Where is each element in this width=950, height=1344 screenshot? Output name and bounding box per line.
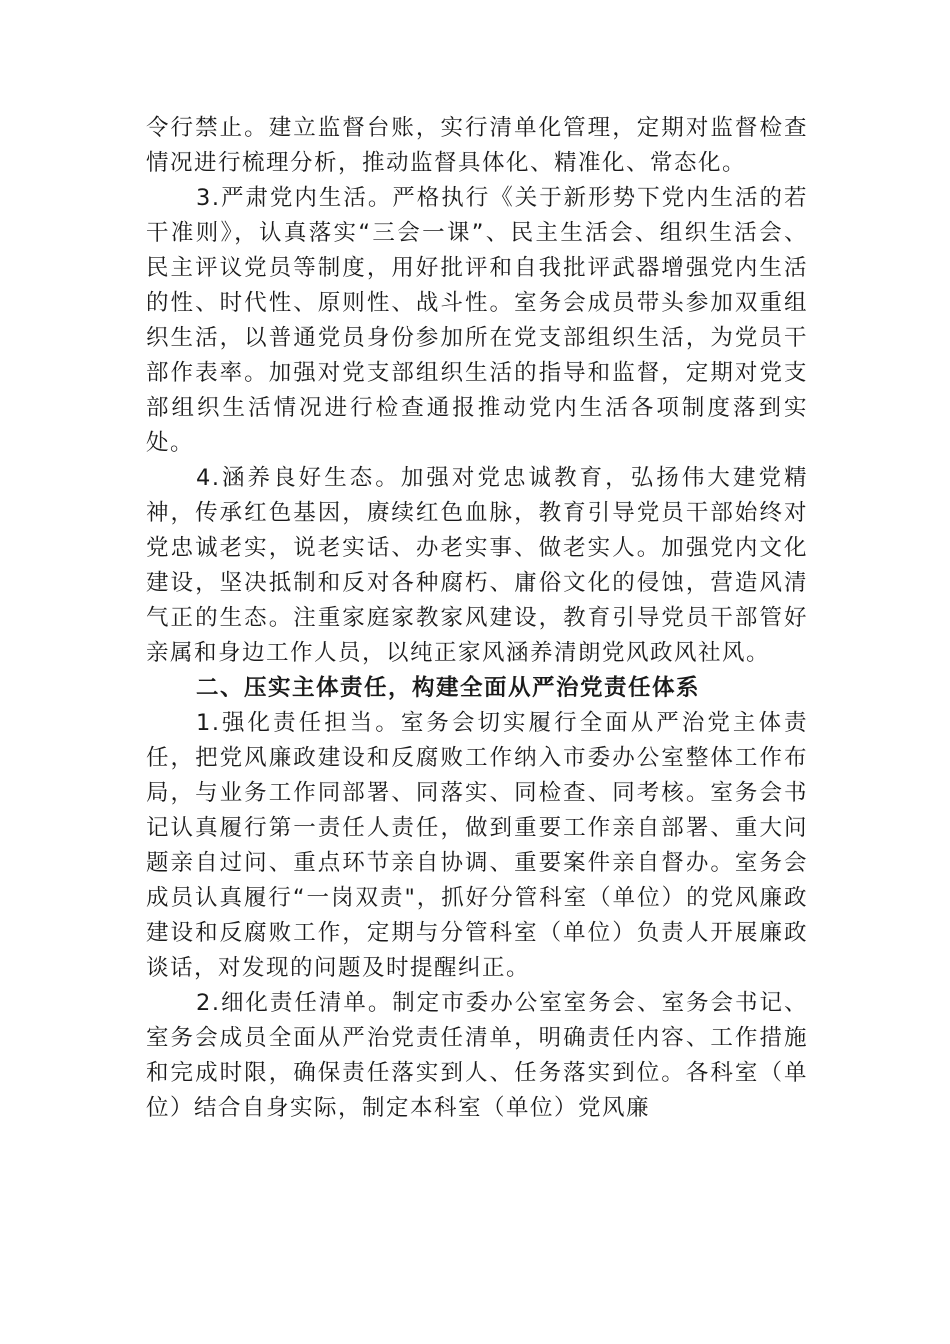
document-body	[146, 111, 808, 1126]
paragraph-supervision-continued: 令行禁止。建立监督台账，实行清单化管理，定期对监督检查情况进行梳理分析，推动监督具体化、精准化、常态化。	[146, 115, 808, 176]
section-heading-responsibility: 二、压实主体责任，构建全面从严治党责任体系	[196, 675, 701, 701]
paragraph-strengthen-responsibility: 1.强化责任担当。室务会切实履行全面从严治党主体责任，把党风廉政建设和反腐败工作纳入市委办公室整体工作布局，与业务工作同部署、同落实、同检查、同考核。室务会书记认真履行第一责任人责任，做到重要工作亲自部署、重大问题亲自过问、重点环节亲自协调、重要案件亲自督办。室务会成员认真履行“一岗双责"，抓好分管科室（单位）的党风廉政建设和反腐败工作，定期与分管科室（单位）负责人开展廉政谈话，对发现的问题及时提醒纠正。	[146, 710, 808, 981]
paragraph-party-life: 3.严肃党内生活。严格执行《关于新形势下党内生活的若干准则》，认真落实“三会一课”、民主生活会、组织生活会、民主评议党员等制度，用好批评和自我批评武器增强党内生活的性、时代性、原则性、战斗性。室务会成员带头参加双重组织生活，以普通党员身份参加所在党支部组织生活，为党员干部作表率。加强对党支部组织生活的指导和监督，定期对党支部组织生活情况进行检查通报推动党内生活各项制度落到实处。	[146, 185, 808, 456]
paragraph-responsibility-list: 2.细化责任清单。制定市委办公室室务会、室务会书记、室务会成员全面从严治党责任清单，明确责任内容、工作措施和完成时限，确保责任落实到人、任务落实到位。各科室（单位）结合自身实际，制定本科室（单位）党风廉	[146, 990, 808, 1121]
paragraph-political-ecology: 4.涵养良好生态。加强对党忠诚教育，弘扬伟大建党精神，传承红色基因，赓续红色血脉，教育引导党员干部始终对党忠诚老实，说老实话、办老实事、做老实人。加强党内文化建设，坚决抵制和反对各种腐朽、庸俗文化的侵蚀，营造风清气正的生态。注重家庭家教家风建设，教育引导党员干部管好亲属和身边工作人员，以纯正家风涵养清朗党风政风社风。	[146, 465, 808, 666]
